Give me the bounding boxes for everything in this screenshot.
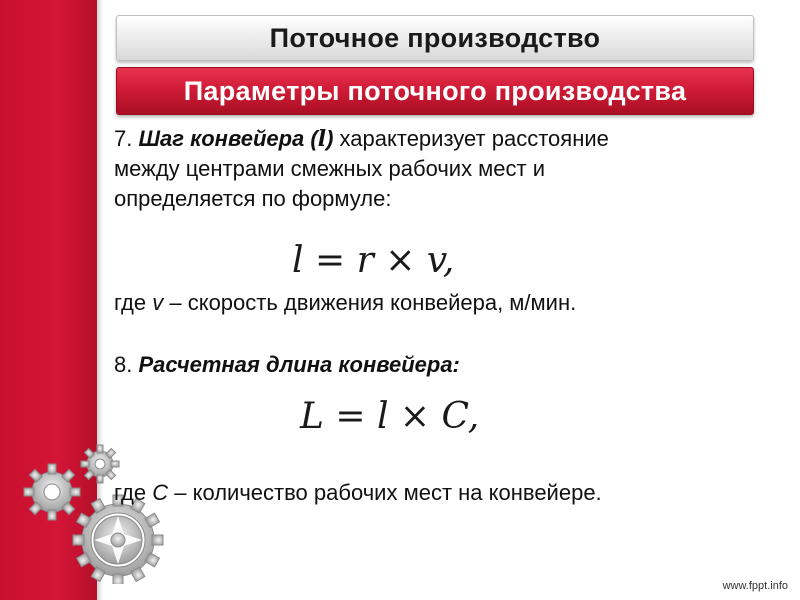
- item-number: 8.: [114, 352, 139, 377]
- p1-line2: между центрами смежных рабочих мест и: [114, 156, 546, 181]
- symbol-c: C: [152, 480, 169, 505]
- p1-line3: определяется по формуле:: [114, 186, 392, 211]
- title-banner: [116, 15, 754, 61]
- paragraph-conveyor-length: [114, 350, 460, 380]
- term-close: ): [326, 126, 334, 151]
- slide-subtitle: Параметры поточного производства: [183, 75, 687, 106]
- formula-length: L = l × C,: [300, 396, 480, 437]
- gears-icon: [22, 444, 172, 584]
- footer-url: www.fppt.info: [722, 580, 788, 592]
- item-number: 7.: [114, 126, 139, 151]
- p4-prefix: где: [114, 480, 153, 505]
- p2-prefix: где: [114, 290, 153, 315]
- paragraph-speed: [114, 288, 576, 318]
- paragraph-workstations: [114, 478, 602, 508]
- formula-pitch: l = r × v,: [292, 240, 455, 281]
- p4-rest: – количество рабочих мест на конвейере.: [168, 480, 602, 505]
- term-conveyor-length: Расчетная длина конвейера:: [138, 352, 460, 377]
- symbol-v: v: [152, 290, 164, 315]
- subtitle-banner: [116, 67, 754, 115]
- p2-rest: – скорость движения конвейера, м/мин.: [163, 290, 577, 315]
- term-symbol: l: [317, 126, 327, 152]
- paragraph-conveyor-pitch: [114, 124, 734, 214]
- p1-line1-rest: характеризует расстояние: [333, 126, 609, 151]
- term-conveyor-pitch: Шаг конвейера (: [138, 126, 318, 151]
- slide-title: Поточное производство: [269, 22, 601, 53]
